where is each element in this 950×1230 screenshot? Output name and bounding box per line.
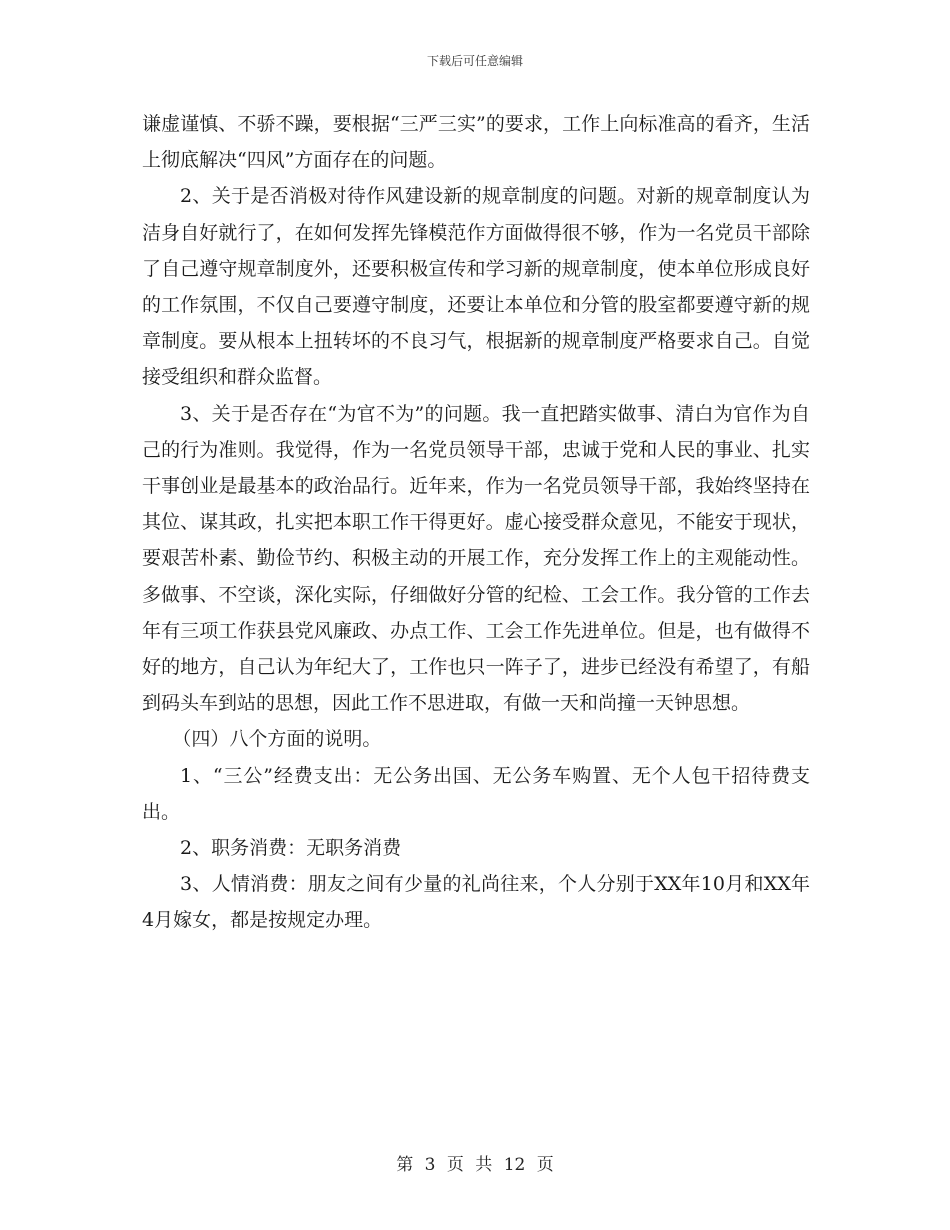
paragraph-item-2: 2、关于是否消极对待作风建设新的规章制度的问题。对新的规章制度认为洁身自好就行了，在如何发挥先锋模范作方面做得很不够，作为一名党员干部除了自己遵守规章制度外，还要积极宣传和学习新的规章制度，使本单位形成良好的工作氛围，不仅自己要遵守制度，还要让本单位和分管的股室都要遵守新的规章制度。要从根本上扭转坏的不良习气，根据新的规章制度严格要求自己。自觉接受组织和群众监督。 <box>142 185 810 389</box>
document-body <box>142 106 810 939</box>
page-header: 下载后可任意编辑 <box>426 54 523 68</box>
section-heading-4: （四）八个方面的说明。 <box>172 728 382 751</box>
paragraph-continuation: 谦虚谨慎、不骄不躁，要根据“三严三实”的要求，工作上向标准高的看齐，生活上彻底解决“四风”方面存在的问题。 <box>142 113 810 172</box>
paragraph-sub-3: 3、人情消费：朋友之间有少量的礼尚往来，个人分别于XX年10月和XX年4月嫁女，都是按规定办理。 <box>142 873 810 932</box>
page-footer: 第 3 页 共 12 页 <box>396 1155 554 1175</box>
paragraph-sub-2: 2、职务消费：无职务消费 <box>180 837 402 860</box>
paragraph-item-3: 3、关于是否存在“为官不为”的问题。我一直把踏实做事、清白为官作为自己的行为准则。我觉得，作为一名党员领导干部，忠诚于党和人民的事业、扎实干事创业是最基本的政治品行。近年来，作为一名党员领导干部，我始终坚持在其位、谋其政，扎实把本职工作干得更好。虚心接受群众意见，不能安于现状，要艰苦朴素、勤俭节约、积极主动的开展工作，充分发挥工作上的主观能动性。多做事、不空谈，深化实际，仔细做好分管的纪检、工会工作。我分管的工作去年有三项工作获县党风廉政、办点工作、工会工作先进单位。但是，也有做得不好的地方，自己认为年纪大了，工作也只一阵子了，进步已经没有希望了，有船到码头车到站的思想，因此工作不思进取，有做一天和尚撞一天钟思想。 <box>142 402 810 715</box>
paragraph-sub-1: 1、“三公”经费支出：无公务出国、无公务车购置、无个人包干招待费支出。 <box>142 764 810 823</box>
